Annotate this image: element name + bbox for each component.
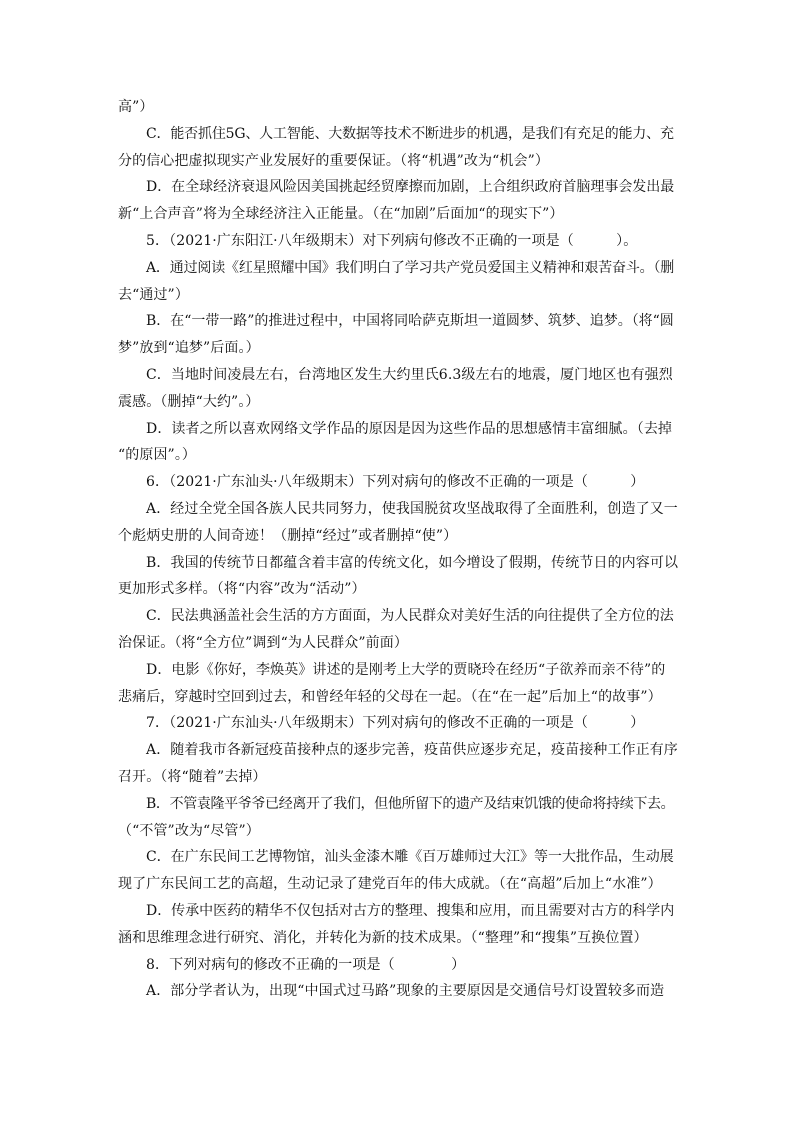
text-line: 6．（2021·广东汕头·八年级期末）下列对病句的修改不正确的一项是（ ） [146, 474, 645, 491]
text-line: A．经过全党全国各族人民共同努力，使我国脱贫攻坚战取得了全面胜利，创造了又一 [146, 500, 678, 517]
text-line: 悲痛后，穿越时空回到过去，和曾经年轻的父母在一起。（在“在一起”后加上“的故事”） [118, 688, 662, 705]
text-line: “的原因”。） [118, 447, 197, 464]
text-line: 高”） [118, 99, 154, 115]
text-line: 梦”放到“追梦”后面。） [118, 340, 260, 357]
text-line: C．能否抓住5G、人工智能、大数据等技术不断进步的机遇，是我们有充足的能力、充 [146, 125, 674, 142]
text-line: 震感。（删掉“大约”。） [118, 393, 260, 410]
text-line: 个彪炳史册的人间奇迹！（删掉“经过”或者删掉“使”） [118, 527, 458, 544]
text-line: D．传承中医药的精华不仅包括对古方的整理、搜集和应用，而且需要对古方的科学内 [146, 902, 675, 919]
text-line: B．在“一带一路”的推进过程中，中国将同哈萨克斯坦一道圆梦、筑梦、追梦。（将“圆 [146, 313, 674, 330]
text-line: C．在广东民间工艺博物馆，汕头金漆木雕《百万雄师过大江》等一大批作品，生动展 [146, 849, 674, 866]
text-line: 现了广东民间工艺的高超，生动记录了建党百年的伟大成就。（在“高超”后加上“水准”） [118, 876, 662, 893]
text-line: D．在全球经济衰退风险因美国挑起经贸摩擦而加剧，上合组织政府首脑理事会发出最 [146, 179, 675, 196]
text-line: A．通过阅读《红星照耀中国》我们明白了学习共产党员爱国主义精神和艰苦奋斗。（删 [146, 259, 675, 276]
text-line: 更加形式多样。（将“内容”改为“活动”） [118, 581, 366, 598]
text-line: B．我国的传统节日都蕴含着丰富的传统文化，如今增设了假期，传统节日的内容可以 [146, 554, 679, 571]
text-line: 召开。（将“随着”去掉） [118, 768, 267, 785]
text-line: 新“上合声音”将为全球经济注入正能量。（在“加剧”后面加“的现实下”） [118, 206, 564, 223]
text-line: D．电影《你好，李焕英》讲述的是刚考上大学的贾晓玲在经历“子欲养而亲不待”的 [146, 661, 666, 678]
text-line: 8．下列对病句的修改不正确的一项是（ ） [146, 956, 466, 973]
text-line: 5．（2021·广东阳江·八年级期末）对下列病句修改不正确的一项是（ ）。 [146, 232, 638, 249]
text-line: 7．（2021·广东汕头·八年级期末）下列对病句的修改不正确的一项是（ ） [146, 715, 645, 732]
text-line: 治保证。（将“全方位”调到“为人民群众”前面） [118, 634, 408, 651]
text-line: A．随着我市各新冠疫苗接种点的逐步完善，疫苗供应逐步充足，疫苗接种工作正有序 [146, 742, 678, 759]
text-line: 涵和思维理念进行研究、消化，并转化为新的技术成果。（“整理”和“搜集”互换位置） [118, 929, 648, 946]
document-page [118, 94, 678, 1005]
text-line: 分的信心把虚拟现实产业发展好的重要保证。（将“机遇”改为“机会”） [118, 152, 549, 169]
text-line: B．不管袁隆平爷爷已经离开了我们，但他所留下的遗产及结束饥饿的使命将持续下去。 [146, 795, 675, 812]
text-line: A．部分学者认为，出现“中国式过马路”现象的主要原因是交通信号灯设置较多而造 [146, 983, 665, 1000]
text-line: D．读者之所以喜欢网络文学作品的原因是因为这些作品的思想感情丰富细腻。（去掉 [146, 420, 673, 437]
text-line: （“不管”改为“尽管”） [118, 822, 260, 839]
text-line: C．民法典涵盖社会生活的方方面面，为人民群众对美好生活的向往提供了全方位的法 [146, 608, 674, 625]
text-line: C．当地时间凌晨左右，台湾地区发生大约里氏6.3级左右的地震，厦门地区也有强烈 [146, 366, 673, 383]
text-line: 去“通过”） [118, 286, 189, 303]
